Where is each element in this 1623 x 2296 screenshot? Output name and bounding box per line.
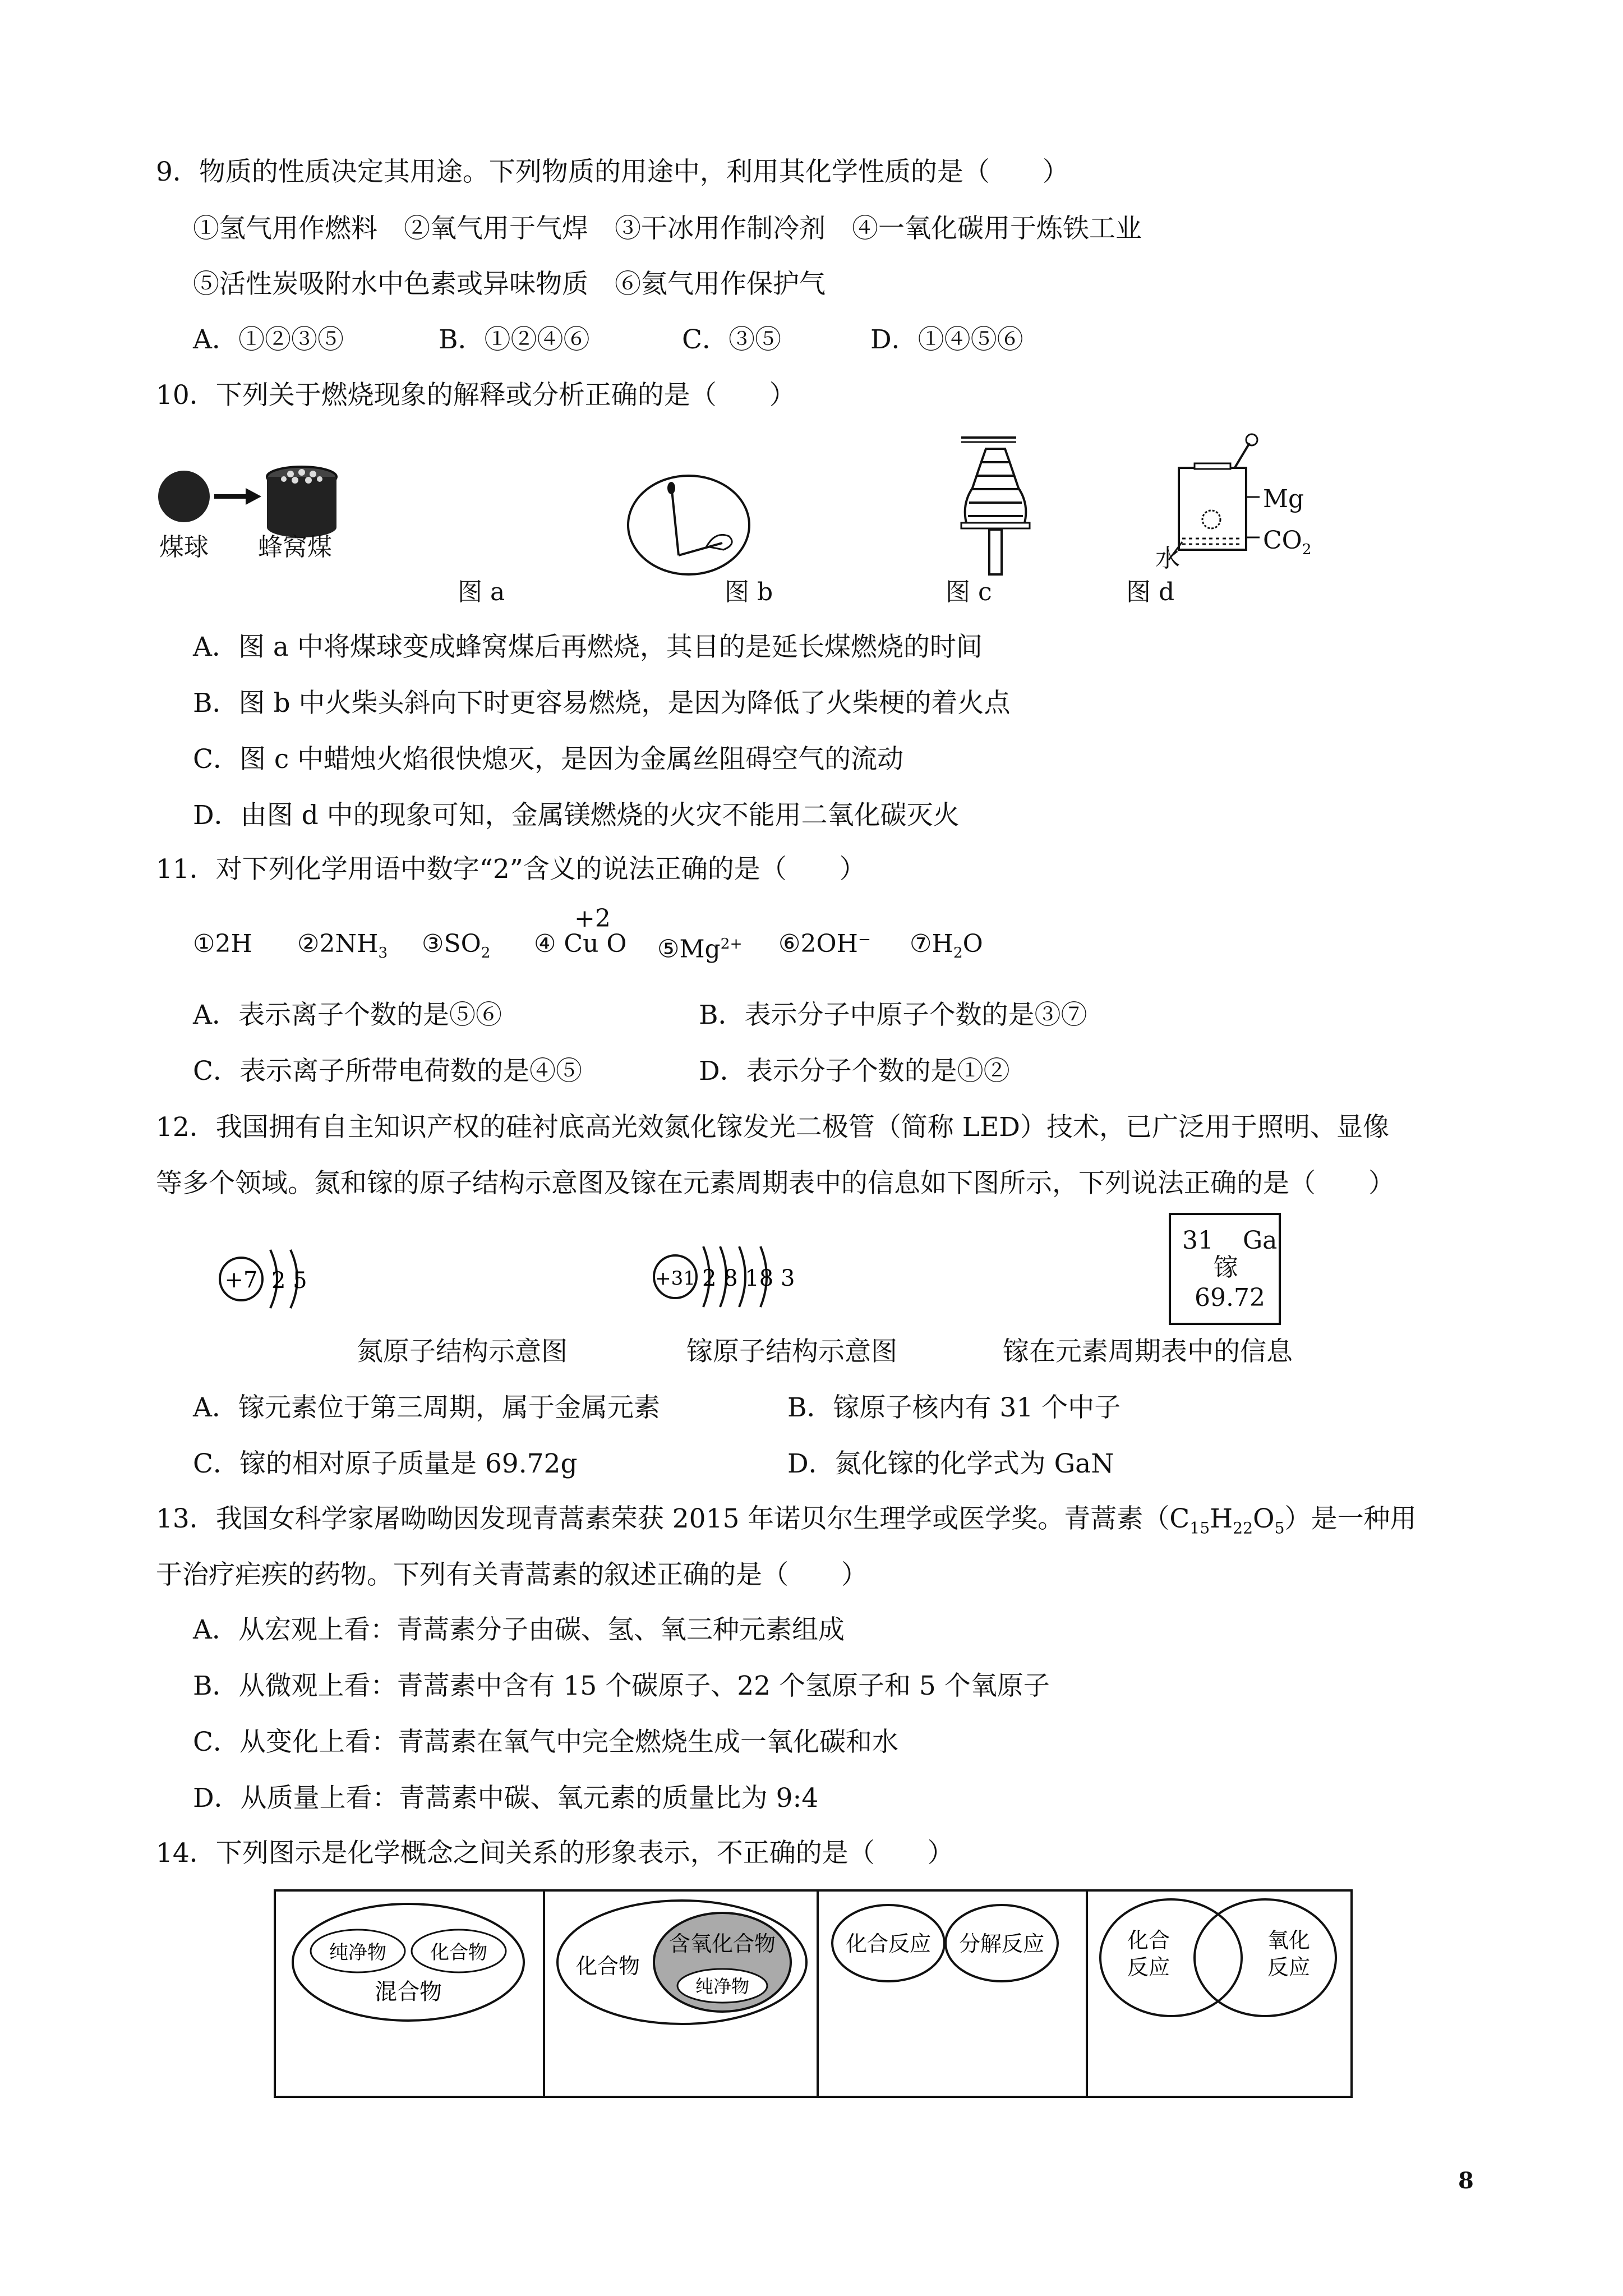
p3-decomposition-reaction: 分解反应 <box>958 1931 1045 1956</box>
q10-option-a: A．图 a 中将煤球变成蜂窝煤后再燃烧，其目的是延长煤燃烧的时间 <box>193 632 983 662</box>
q9-items-line1: ①氢气用作燃料 ②氧气用于气焊 ③干冰用作制冷剂 ④一氧化碳用于炼铁工业 <box>193 213 1142 244</box>
q14-stem: 14．下列图示是化学概念之间关系的形象表示，不正确的是（ ） <box>156 1838 954 1869</box>
q12-option-d: D．氮化镓的化学式为 GaN <box>787 1448 1114 1479</box>
p4-combination-1: 化合 <box>1127 1928 1170 1953</box>
q13-option-d: D．从质量上看：青蒿素中碳、氧元素的质量比为 9:4 <box>193 1783 819 1814</box>
q11-formula-7: $⑦H_2O$ <box>910 930 983 961</box>
p1-compound: 化合物 <box>430 1941 487 1964</box>
q11-formula-5: $⑤Mg^{2+}$ <box>657 935 743 964</box>
q10-stem: 10．下列关于燃烧现象的解释或分析正确的是（ ） <box>156 380 796 411</box>
figure-c-candle <box>953 426 1054 575</box>
gallium-nucleus-label: +31 <box>655 1267 695 1290</box>
gallium-atom-diagram <box>651 1232 795 1310</box>
page-number: 8 <box>1458 2168 1474 2194</box>
q11-option-a: A．表示离子个数的是⑤⑥ <box>193 1000 502 1030</box>
q13-stem-line2: 于治疗疟疾的药物。下列有关青蒿素的叙述正确的是（ ） <box>156 1559 868 1590</box>
figure-d-mg-label: Mg <box>1263 485 1304 513</box>
q12-option-a: A．镓元素位于第三周期，属于金属元素 <box>193 1392 660 1423</box>
p2-compound: 化合物 <box>575 1954 640 1978</box>
q9-option-c: C．③⑤ <box>682 324 781 355</box>
figure-d-caption: 图 d <box>1126 578 1175 606</box>
q9-option-d: D．①④⑤⑥ <box>870 324 1023 355</box>
q12-stem-line1: 12．我国拥有自主知识产权的硅衬底高光效氮化镓发光二极管（简称 LED）技术，已广泛用于照明、显像 <box>156 1112 1389 1143</box>
q12-caption-cell: 镓在元素周期表中的信息 <box>1003 1336 1293 1367</box>
q12-caption-gallium: 镓原子结构示意图 <box>686 1336 897 1367</box>
figure-a-coal-ball-label: 煤球 <box>159 533 209 562</box>
q11-formula-4-valence: +2 <box>574 904 611 933</box>
q11-formula-2: $②2NH_3$ <box>297 930 388 961</box>
q12-option-c: C．镓的相对原子质量是 69.72g <box>193 1448 578 1479</box>
q11-option-c: C．表示离子所带电荷数的是④⑤ <box>193 1056 582 1087</box>
p4-combination-2: 反应 <box>1127 1955 1170 1980</box>
q12-caption-nitrogen: 氮原子结构示意图 <box>357 1336 568 1367</box>
gallium-periodic-cell <box>1169 1213 1281 1325</box>
q9-items-line2: ⑤活性炭吸附水中色素或异味物质 ⑥氦气用作保护气 <box>193 269 826 300</box>
p2-pure-substance: 纯净物 <box>695 1976 750 1997</box>
q11-formula-6: ⑥2OH⁻ <box>778 930 872 958</box>
q11-option-b: B．表示分子中原子个数的是③⑦ <box>699 1000 1087 1030</box>
q11-formula-4: ④ Cu O <box>534 930 627 958</box>
q11-formula-1: ①2H <box>193 930 252 958</box>
q11-option-d: D．表示分子个数的是①② <box>699 1056 1010 1087</box>
gallium-name: 镓 <box>1214 1253 1238 1282</box>
gallium-atomic-number: 31 <box>1182 1226 1214 1255</box>
p2-oxygen-compound: 含氧化合物 <box>668 1931 776 1956</box>
q9-option-b: B．①②④⑥ <box>439 324 590 355</box>
figure-c-caption: 图 c <box>946 578 992 606</box>
gallium-atomic-mass: 69.72 <box>1195 1283 1265 1312</box>
p1-pure-substance: 纯净物 <box>329 1941 386 1964</box>
nitrogen-atom-diagram <box>213 1234 331 1313</box>
q10-option-c: C．图 c 中蜡烛火焰很快熄灭，是因为金属丝阻碍空气的流动 <box>193 744 904 775</box>
q13-option-b: B．从微观上看：青蒿素中含有 15 个碳原子、22 个氢原子和 5 个氧原子 <box>193 1671 1050 1701</box>
nitrogen-nucleus-label: +7 <box>224 1267 258 1293</box>
q11-stem: 11．对下列化学用语中数字“2”含义的说法正确的是（ ） <box>156 854 866 885</box>
figure-b-match <box>623 471 757 583</box>
figure-a-honeycomb-label: 蜂窝煤 <box>258 533 332 562</box>
q10-option-b: B．图 b 中火柴头斜向下时更容易燃烧，是因为降低了火柴梗的着火点 <box>193 688 1011 719</box>
q13-stem-line1: 13．我国女科学家屠呦呦因发现青蒿素荣获 2015 年诺贝尔生理学或医学奖。青蒿素$(C_{15}H_{22}O_5)$是一种用 <box>156 1503 1417 1538</box>
concept-diagram-table <box>274 1889 1353 2099</box>
p3-combination-reaction: 化合反应 <box>845 1931 932 1956</box>
q9-stem: 9．物质的性质决定其用途。下列物质的用途中，利用其化学性质的是（ ） <box>156 157 1069 187</box>
q13-option-c: C．从变化上看：青蒿素在氧气中完全燃烧生成一氧化碳和水 <box>193 1727 898 1757</box>
q10-option-d: D．由图 d 中的现象可知，金属镁燃烧的火灾不能用二氧化碳灭火 <box>193 800 960 831</box>
figure-b-caption: 图 b <box>725 578 773 606</box>
q9-option-a: A．①②③⑤ <box>193 324 344 355</box>
p1-mixture: 混合物 <box>375 1979 442 2005</box>
q12-stem-line2: 等多个领域。氮和镓的原子结构示意图及镓在元素周期表中的信息如下图所示，下列说法正确的是（ ） <box>156 1168 1395 1199</box>
nitrogen-shells-label: 2 5 <box>271 1268 307 1294</box>
figure-a-caption: 图 a <box>458 578 505 606</box>
p4-oxidation-2: 反应 <box>1267 1955 1311 1980</box>
p4-oxidation-1: 氧化 <box>1267 1928 1311 1953</box>
figure-d-water-label: 水 <box>1155 544 1180 573</box>
gallium-symbol: Ga <box>1243 1226 1278 1255</box>
q11-formula-3: $③SO_2$ <box>422 930 491 961</box>
q12-option-b: B．镓原子核内有 31 个中子 <box>787 1392 1121 1423</box>
gallium-shells-label: 2 8 18 3 <box>702 1266 795 1291</box>
figure-d-co2-label: $CO_2$ <box>1263 526 1312 558</box>
q13-option-a: A．从宏观上看：青蒿素分子由碳、氢、氧三种元素组成 <box>193 1614 845 1645</box>
